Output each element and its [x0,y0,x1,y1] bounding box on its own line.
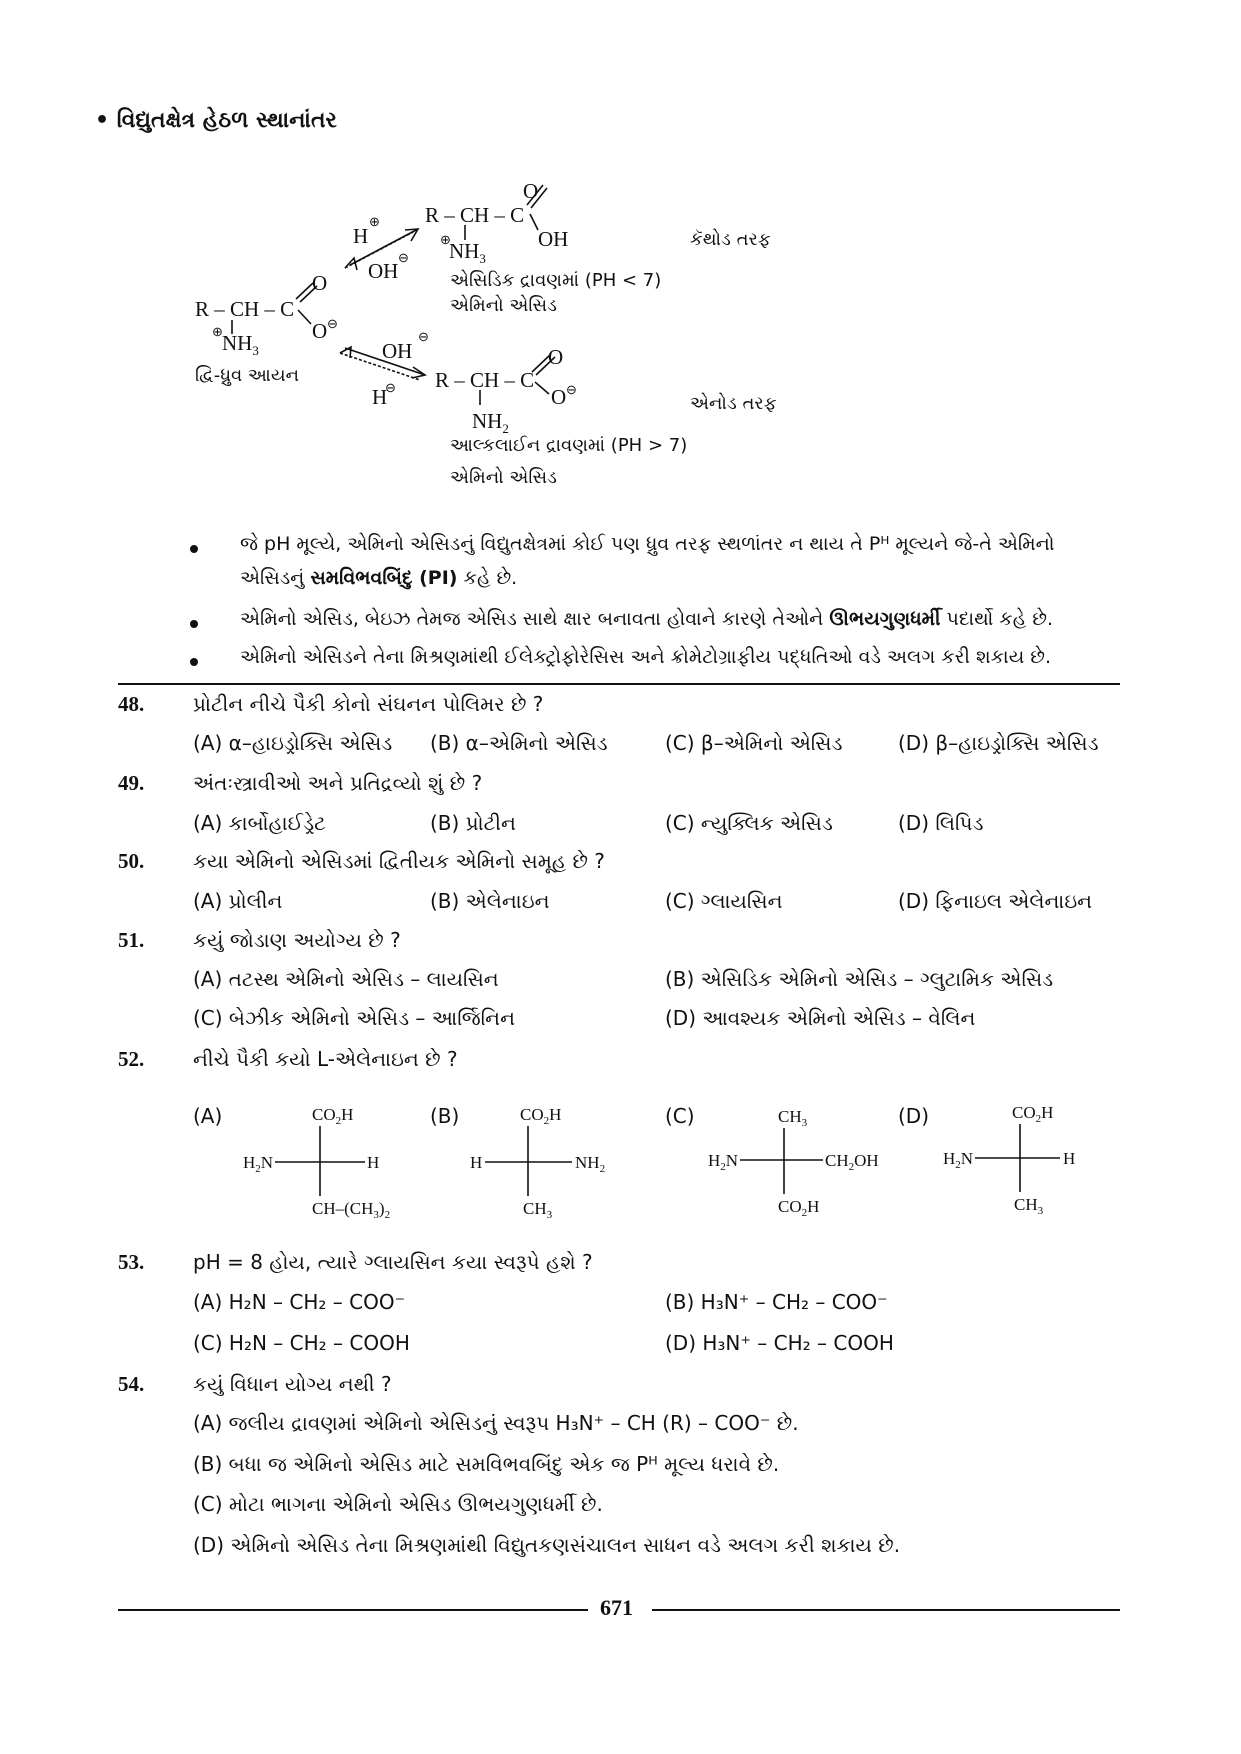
bullet-dot [190,620,198,628]
option: (C) ન્યુક્લિક એસિડ [665,811,833,835]
option: (D) β–હાઇડ્રોક્સિ એસિડ [898,731,1099,755]
page-number: 671 [600,1595,633,1620]
option: (B) બધા જ એમિનો એસિડ માટે સમવિભવબિંદુ એક જ Pᴴ મૂલ્ય ધરાવે છે. [193,1452,780,1476]
option: (A) કાર્બોહાઈડ્રેટ [193,811,326,835]
svg-text:⊕: ⊕ [212,324,223,339]
anode-label: એનોડ તરફ [690,393,777,414]
option: (D) H₃N⁺ – CH₂ – COOH [665,1331,894,1355]
option: (B) α–એમિનો એસિડ [430,731,608,755]
question-number: 51. [118,928,145,952]
question-text: કયા એમિનો એસિડમાં દ્વિતીયક એમિનો સમૂહ છે ? [193,849,605,873]
svg-text:⊖: ⊖ [385,380,396,395]
option: (D) [898,1104,930,1128]
question-number: 50. [118,849,145,873]
svg-text:O: O [523,179,539,203]
svg-text:CO2H: $CO_2H$ [778,1197,820,1219]
acidic-label-1: એસિડિક દ્રાવણમાં (PH < 7) [450,270,662,291]
svg-text:NH3: $NH_3$ [449,239,486,266]
svg-text:H: H [470,1153,483,1172]
option: (C) ગ્લાયસિન [665,889,783,913]
svg-text:NH2: $NH_2$ [472,409,509,436]
option: (C) H₂N – CH₂ – COOH [193,1331,410,1355]
svg-text:CH3: $CH_3$ [1014,1195,1044,1217]
svg-text:CH3: $CH_3$ [523,1199,553,1221]
question-number: 49. [118,771,145,795]
option: (A) [193,1104,223,1128]
svg-text:O: O [551,385,567,409]
question-number: 54. [118,1372,145,1396]
svg-text:R – CH – C: R – CH – C [425,203,525,227]
svg-text:R – CH – C: R – CH – C [195,297,295,321]
option: (A) તટસ્થ એમિનો એસિડ – લાયસિન [193,967,499,991]
question-text: અંતઃસ્ત્રાવીઓ અને પ્રતિદ્રવ્યો શું છે ? [193,771,483,795]
svg-text:⊖: ⊖ [398,250,409,265]
bullet-dot [190,545,198,553]
option: (B) એસિડિક એમિનો એસિડ – ગ્લુટામિક એસિડ [665,967,1054,991]
option: (A) પ્રોલીન [193,889,283,913]
alkaline-label-1: આલ્કલાઈન દ્રાવણમાં (PH > 7) [450,435,688,456]
svg-text:H: H [353,224,369,248]
option: (A) α–હાઇડ્રોક્સિ એસિડ [193,731,393,755]
svg-text:⊕: ⊕ [369,214,380,229]
bullet-dot [190,658,198,666]
question-number: 53. [118,1250,145,1274]
cathode-label: કૅથોડ તરફ [690,229,771,250]
option: (B) H₃N⁺ – CH₂ – COO⁻ [665,1290,888,1314]
question-number: 48. [118,692,145,716]
svg-text:H: H [1063,1149,1076,1168]
option: (D) એમિનો એસિડ તેના મિશ્રણમાંથી વિદ્યુતકણસંચાલન સાધન વડે અલગ કરી શકાય છે. [193,1533,901,1557]
option: (C) [665,1104,695,1128]
bullet-2: એમિનો એસિડ, બેઇઝ તેમજ એસિડ સાથે ક્ષાર બનાવતા હોવાને કારણે તેઓને ઊભયગુણધર્મી પદાર્થો કહે છે. [240,608,1053,630]
option: (B) પ્રોટીન [430,811,516,835]
option: (A) જલીય દ્રાવણમાં એમિનો એસિડનું સ્વરૂપ H₃N⁺ – CH (R) – COO⁻ છે. [193,1411,799,1435]
svg-text:⊕: ⊕ [440,232,451,247]
svg-text:H2N: $H_2N$ [943,1149,974,1171]
svg-text:CH3: $CH_3$ [778,1107,808,1129]
svg-text:CH2OH: $CH_2OH$ [825,1151,879,1173]
svg-text:CO2H: $CO_2H$ [1012,1103,1054,1125]
question-text: pH = 8 હોય, ત્યારે ગ્લાયસિન કયા સ્વરૂપે હશે ? [193,1250,593,1274]
alkaline-label-2: એમિનો એસિડ [450,467,557,488]
svg-text:H2N: $H_2N$ [708,1151,739,1173]
question-text: પ્રોટીન નીચે પૈકી કોનો સંઘનન પોલિમર છે ? [193,692,544,716]
svg-text:CH–(CH3)2: $CH-(CH_3)_2$ [312,1199,391,1221]
svg-text:CO2H: $CO_2H$ [312,1105,354,1127]
svg-text:O: O [312,271,328,295]
option: (A) H₂N – CH₂ – COO⁻ [193,1290,406,1314]
option: (D) લિપિડ [898,811,984,835]
svg-text:H2N: $H_2N$ [243,1153,274,1175]
question-number: 52. [118,1047,145,1071]
svg-text:NH3: $NH_3$ [222,331,259,358]
option: (D) આવશ્યક એમિનો એસિડ – વેલિન [665,1006,976,1030]
option: (C) બેઝીક એમિનો એસિડ – આર્જિનિન [193,1006,515,1030]
svg-text:⊖: ⊖ [566,382,577,397]
fischer-projections [0,1090,1241,1230]
footer-rule-right [652,1609,1120,1611]
svg-text:OH: OH [368,259,399,283]
svg-text:OH: OH [382,339,413,363]
option: (C) મોટા ભાગના એમિનો એસિડ ઊભયગુણધર્મી છે. [193,1492,603,1516]
divider [118,683,1120,685]
question-text: નીચે પૈકી કયો L-એલેનાઇન છે ? [193,1047,458,1071]
svg-text:NH2: $NH_2$ [575,1153,606,1175]
bullet-1-line-1: જે pH મૂલ્યે, એમિનો એસિડનું વિદ્યુતક્ષેત્રમાં કોઈ પણ ધ્રુવ તરફ સ્થળાંતર ન થાય તે Pᴴ મૂલ્યને જે-તે એમિનો [240,533,1055,555]
acidic-label-2: એમિનો એસિડ [450,295,557,316]
zwitterion-label: દ્વિ-ધ્રુવ આયન [195,365,299,386]
bullet-3: એમિનો એસિડને તેના મિશ્રણમાંથી ઈલેક્ટ્રોફોરેસિસ અને ક્રોમેટોગ્રાફીય પદ્ધતિઓ વડે અલગ કરી શકાય છે. [240,646,1052,668]
option: (D) ફિનાઇલ એલેનાઇન [898,889,1093,913]
svg-text:H: H [372,385,388,409]
bullet-1-line-2: એસિડનું સમવિભવબિંદુ (PI) કહે છે. [240,567,518,589]
svg-text:OH: OH [538,227,569,251]
question-text: કયું જોડાણ અયોગ્ય છે ? [193,928,401,952]
footer-rule-left [118,1609,588,1611]
question-text: કયું વિધાન યોગ્ય નથી ? [193,1372,392,1396]
svg-text:R – CH – C: R – CH – C [435,368,535,392]
svg-text:O: O [548,345,564,369]
option: (C) β–એમિનો એસિડ [665,731,843,755]
option: (B) [430,1104,460,1128]
svg-text:H: H [367,1153,380,1172]
svg-text:⊖: ⊖ [327,316,338,331]
section-heading: • વિદ્યુતક્ષેત્ર હેઠળ સ્થાનાંતર [95,108,337,133]
svg-text:O: O [312,319,328,343]
option: (B) એલેનાઇન [430,889,550,913]
svg-text:CO2H: $CO_2H$ [520,1105,562,1127]
svg-text:⊖: ⊖ [418,329,429,344]
